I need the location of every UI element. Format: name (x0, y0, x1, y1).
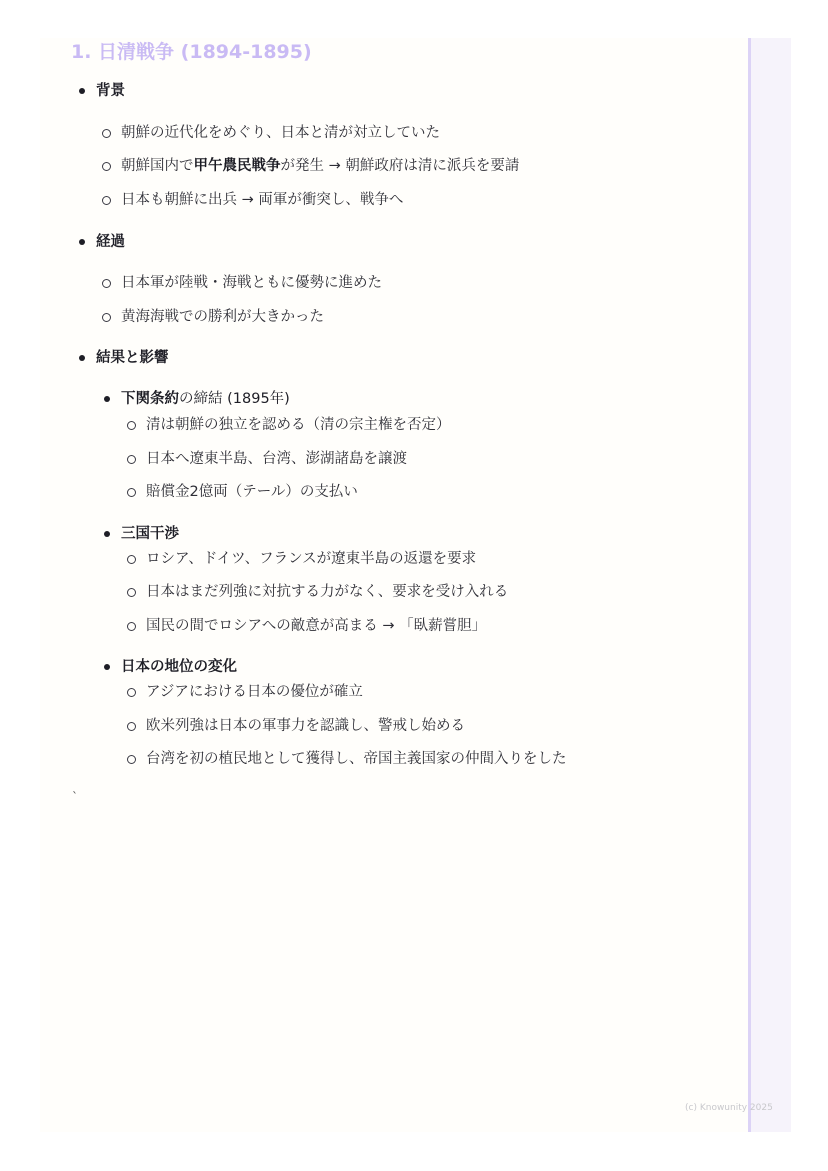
list-item: 日本へ遼東半島、台湾、澎湖諸島を譲渡 (146, 451, 407, 467)
heading-progress: 経過 (96, 234, 125, 250)
bold-term: 下関条約 (121, 391, 179, 407)
subheading-intervention: 三国干渉 (121, 526, 179, 542)
bold-term: 甲午農民戦争 (193, 158, 281, 174)
subheading-status: 日本の地位の変化 (121, 659, 237, 675)
list-item: ロシア、ドイツ、フランスが遼東半島の返還を要求 (146, 551, 477, 567)
list-item: 日本軍が陸戦・海戦ともに優勢に進めた (121, 275, 382, 291)
list-item: 日本はまだ列強に対抗する力がなく、要求を受け入れる (146, 584, 509, 600)
page-title: 1. 日清戦争 (1894-1895) (71, 41, 312, 63)
text-part: 朝鮮国内で (121, 158, 194, 174)
list-item: 台湾を初の植民地として獲得し、帝国主義国家の仲間入りをした (146, 751, 567, 767)
text-part: の締結 (1895年) (179, 391, 290, 407)
heading-result: 結果と影響 (96, 350, 169, 366)
list-item: 黄海海戦での勝利が大きかった (121, 309, 324, 325)
list-item: 日本も朝鮮に出兵 → 両軍が衝突し、戦争へ (121, 192, 404, 208)
list-item (121, 156, 519, 176)
list-item: 賠償金2億両（テール）の支払い (146, 484, 358, 500)
list-item: 清は朝鮮の独立を認める（清の宗主権を否定） (146, 417, 451, 433)
heading-background: 背景 (96, 83, 125, 99)
side-margin-strip (748, 38, 791, 1132)
list-item: 朝鮮の近代化をめぐり、日本と清が対立していた (121, 125, 440, 141)
text-part: が発生 → 朝鮮政府は清に派兵を要請 (280, 158, 520, 174)
list-item: 国民の間でロシアへの敵意が高まる → 「臥薪嘗胆」 (146, 618, 487, 634)
copyright-footer: (c) Knowunity 2025 (685, 1103, 773, 1113)
list-item: アジアにおける日本の優位が確立 (146, 684, 363, 700)
list-item: 欧米列強は日本の軍事力を認識し、警戒し始める (146, 718, 465, 734)
subheading-treaty (121, 389, 290, 409)
stray-mark: ` (72, 790, 78, 804)
